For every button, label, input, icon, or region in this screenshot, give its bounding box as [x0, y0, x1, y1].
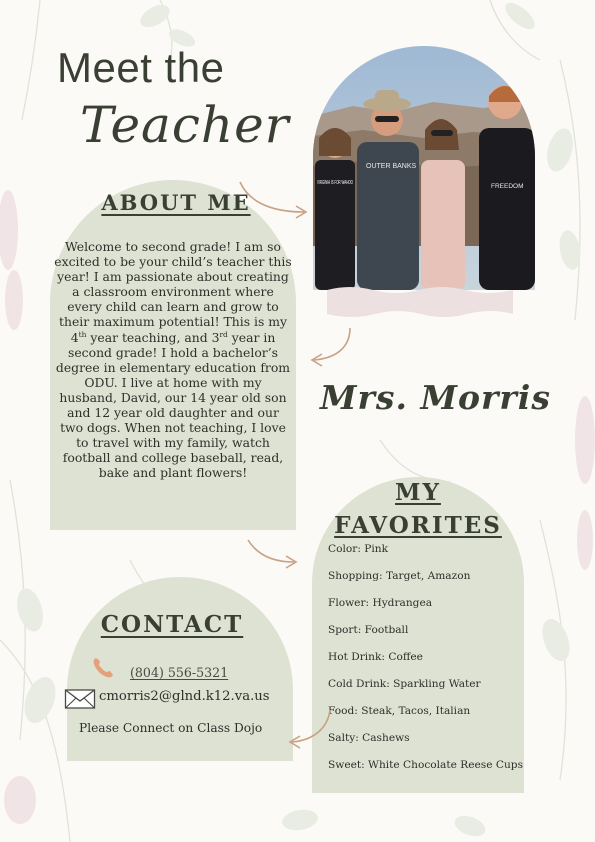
envelope-icon	[64, 687, 96, 711]
favorite-sport: Sport: Football	[328, 624, 409, 636]
arrow-icon	[234, 178, 314, 222]
about-me-heading: ABOUT ME	[101, 190, 251, 215]
favorite-sweet: Sweet: White Chocolate Reese Cups	[328, 759, 524, 771]
wave-decoration	[327, 284, 513, 322]
class-dojo-note: Please Connect on Class Dojo	[79, 721, 263, 735]
arrow-icon	[284, 706, 334, 750]
shirt-text-1: OUTER BANKS	[366, 163, 417, 170]
favorite-color: Color: Pink	[328, 543, 389, 555]
favorite-cold-drink: Cold Drink: Sparkling Water	[328, 678, 481, 690]
favorites-heading-line1: MY	[395, 479, 441, 506]
teacher-name: Mrs. Morris	[320, 378, 551, 417]
favorites-heading	[320, 476, 516, 542]
shirt-text-3: FREEDOM	[491, 183, 524, 190]
favorite-food: Food: Steak, Tacos, Italian	[328, 705, 471, 717]
phone-icon	[91, 656, 115, 680]
about-me-text: Welcome to second grade! I am so excited to be your child’s teacher this year! I am passionate about creating a classroom environment where every child can learn and grow to their maximum potential! This is my 4th year teaching, and 3rd year in second grade! I hold a bachelor’s degree in elementary education from ODU. I live at home with my husband, David, our 14 year old son and 12 year old daughter and our two dogs. When not teaching, I love to travel with my family, watch football and college baseball, read, bake and plant flowers!	[54, 239, 292, 481]
email-link[interactable]: cmorris2@glnd.k12.va.us	[99, 689, 270, 704]
favorite-salty: Salty: Cashews	[328, 732, 410, 744]
title-teacher: Teacher	[80, 96, 290, 154]
arrow-icon	[244, 536, 302, 570]
arrow-icon	[306, 324, 356, 368]
shirt-text-2: VIRGINIA IS FOR WAHOO	[317, 180, 354, 186]
favorite-flower: Flower: Hydrangea	[328, 597, 433, 609]
family-photo	[313, 46, 535, 290]
contact-heading: CONTACT	[100, 611, 244, 638]
favorite-shopping: Shopping: Target, Amazon	[328, 570, 471, 582]
phone-link[interactable]: (804) 556-5321	[130, 665, 229, 680]
favorite-hot-drink: Hot Drink: Coffee	[328, 651, 423, 663]
title-meet-the: Meet the	[57, 44, 225, 91]
favorites-list	[328, 542, 538, 785]
favorites-heading-line2: FAVORITES	[334, 512, 502, 539]
